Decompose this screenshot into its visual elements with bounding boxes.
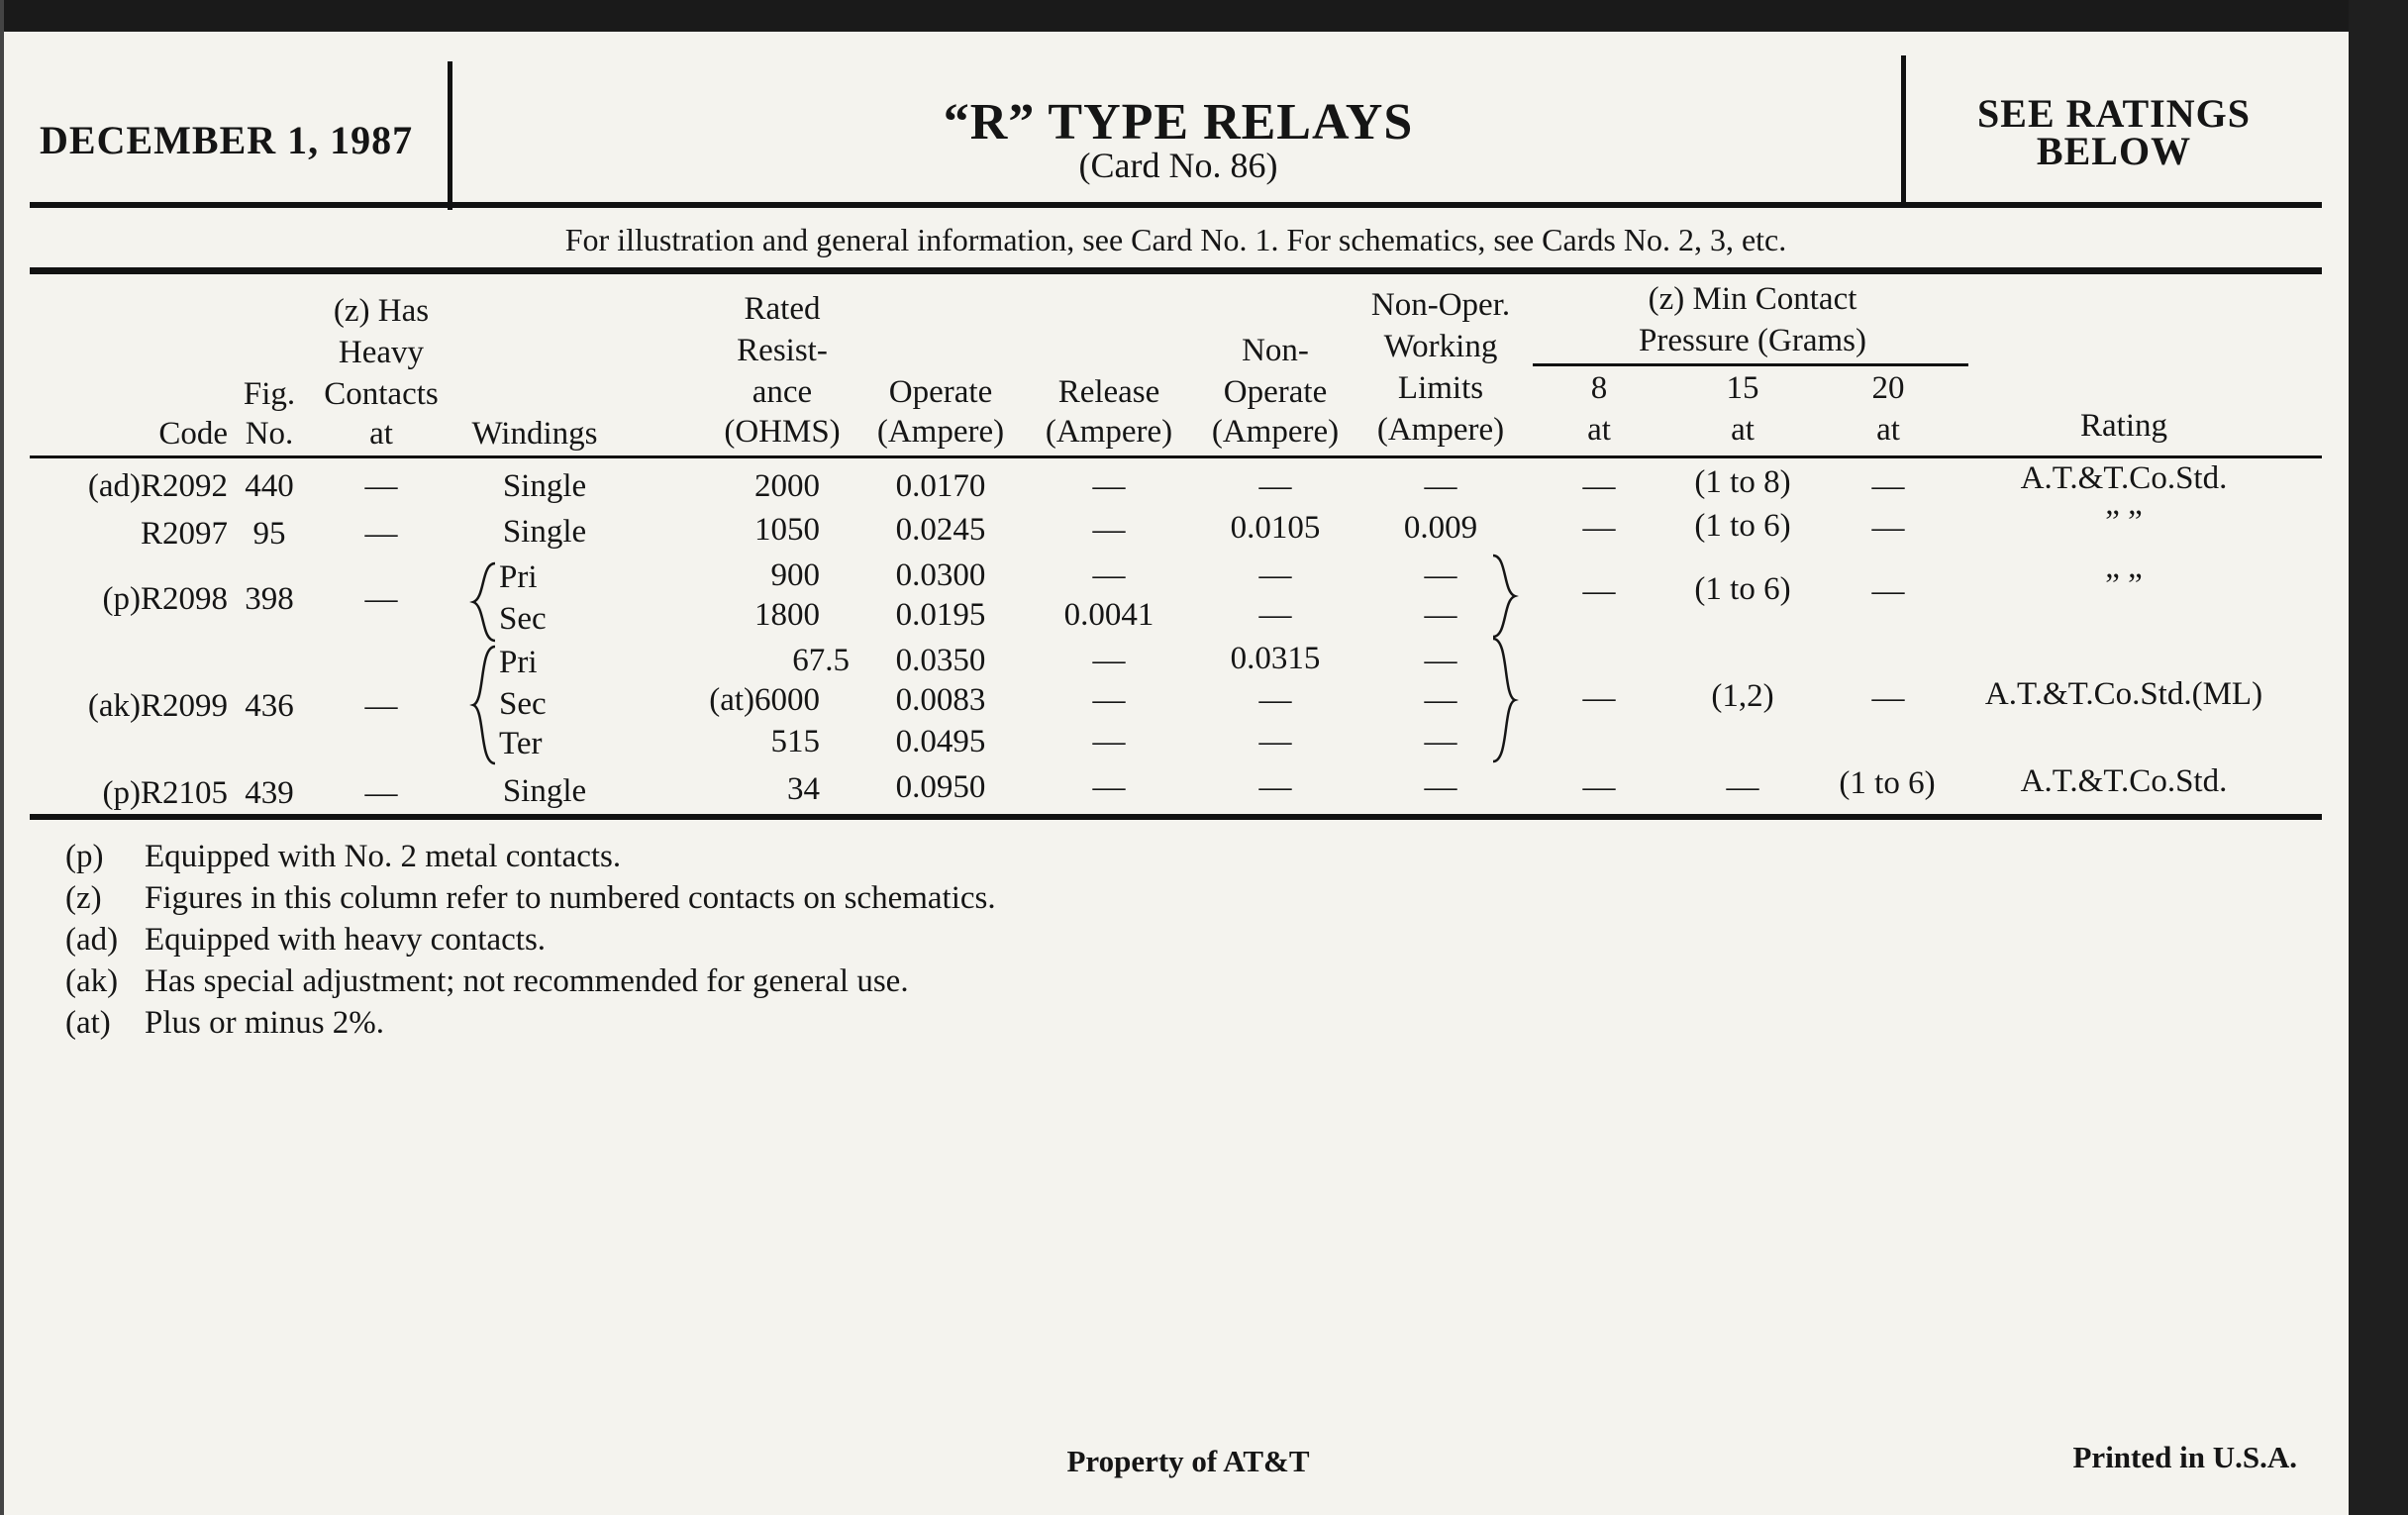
row-r2098-p8: — [1582, 573, 1616, 609]
footnote-ad [65, 919, 996, 960]
col-header-working-2: Working [1383, 329, 1498, 364]
row-r2098-operate-pri: 0.0300 [895, 557, 986, 593]
see-ratings [1911, 91, 2317, 173]
row-r2105-code: (p)R2105 [102, 775, 228, 811]
col-header-windings: Windings [471, 416, 598, 452]
row-r2092-rating: A.T.&T.Co.Std. [2020, 460, 2228, 496]
row-r2098-resistance-sec: 1800 [754, 597, 820, 633]
row-r2092-release: — [1092, 468, 1126, 504]
see-ratings-line-1: SEE RATINGS [1977, 91, 2251, 136]
row-r2097-working: 0.009 [1403, 510, 1478, 546]
col-header-heavy-2: Heavy [338, 335, 425, 370]
row-r2092-p8: — [1582, 468, 1616, 504]
row-r2098-fig: 398 [245, 581, 294, 617]
footnote-text: Equipped with No. 2 metal contacts. [145, 839, 622, 874]
col-header-fig-2: No. [245, 416, 294, 452]
col-header-8g: 8 [1590, 370, 1608, 406]
col-header-release-1: Release [1057, 374, 1160, 410]
header-divider-right [1901, 55, 1906, 204]
footnote-text: Plus or minus 2%. [145, 1005, 385, 1041]
row-r2098-resistance-pri: 900 [770, 557, 820, 593]
col-header-8g-at: at [1587, 412, 1611, 448]
row-r2098-code: (p)R2098 [102, 581, 228, 617]
row-r2099-operate-pri: 0.0350 [895, 643, 986, 678]
row-r2105-nonoperate: — [1258, 769, 1292, 805]
col-header-nonop-1: Non- [1242, 333, 1309, 368]
row-r2097-fig: 95 [252, 516, 286, 552]
card-number: (Card No. 86) [1078, 146, 1278, 185]
row-r2099-release-ter: — [1092, 724, 1126, 759]
col-header-pressure-2: Pressure (Grams) [1638, 323, 1867, 358]
table-bottom-rule [30, 814, 2322, 820]
row-r2097-heavy: — [364, 516, 398, 552]
row-r2097-p8: — [1582, 510, 1616, 546]
pressure-header-rule [1533, 363, 1968, 366]
row-r2097-winding: Single [502, 514, 587, 550]
left-brace-icon [469, 644, 499, 766]
card-date: DECEMBER 1, 1987 [40, 118, 414, 162]
row-r2105-p20: (1 to 6) [1839, 765, 1936, 801]
footnote-at [65, 1002, 996, 1044]
col-header-pressure-1: (z) Min Contact [1648, 281, 1857, 317]
col-header-20g-at: at [1876, 412, 1900, 448]
printed-in-label: Printed in U.S.A. [2072, 1440, 2297, 1474]
row-r2105-operate: 0.0950 [895, 769, 986, 805]
row-r2097-p15: (1 to 6) [1694, 508, 1791, 544]
footnote-key: (z) [65, 880, 102, 916]
row-r2099-working-ter: — [1424, 724, 1457, 759]
row-r2097-rating-ditto: ” ” [2105, 504, 2143, 540]
row-r2097-nonoperate: 0.0105 [1230, 510, 1321, 546]
footnote-key: (ak) [65, 963, 119, 999]
footnotes [65, 836, 996, 1044]
col-header-nonop-2: Operate [1223, 374, 1328, 410]
row-r2099-winding-sec: Sec [499, 686, 547, 722]
footnote-text: Figures in this column refer to numbered contacts on schematics. [145, 880, 996, 916]
col-header-operate-2: (Ampere) [876, 414, 1005, 450]
row-r2099-working-sec: — [1424, 682, 1457, 718]
header-bottom-rule [30, 455, 2322, 458]
col-header-code: Code [158, 416, 228, 452]
row-r2099-resistance-sec: (at)6000 [709, 682, 820, 718]
col-header-operate-1: Operate [888, 374, 993, 410]
row-r2105-p15: — [1726, 769, 1759, 805]
card-title: “R” TYPE RELAYS [943, 94, 1414, 151]
row-r2092-p20: — [1871, 468, 1905, 504]
row-r2099-resistance-pri: 67.5 [792, 643, 850, 678]
footnote-text: Equipped with heavy contacts. [145, 922, 547, 958]
footnote-ak [65, 960, 996, 1002]
row-r2099-winding-ter: Ter [499, 726, 543, 761]
footnote-key: (p) [65, 839, 104, 874]
footnote-p [65, 836, 996, 877]
row-r2098-release-pri: — [1092, 557, 1126, 593]
col-header-20g: 20 [1871, 370, 1905, 406]
row-r2092-p15: (1 to 8) [1694, 464, 1791, 500]
row-r2105-working: — [1424, 769, 1457, 805]
col-header-res-2: Resist- [737, 333, 828, 368]
col-header-heavy-3: Contacts [324, 376, 439, 412]
col-header-15g: 15 [1726, 370, 1759, 406]
col-header-res-3: ance [752, 374, 813, 410]
row-r2105-winding: Single [502, 773, 587, 809]
row-r2098-p15: (1 to 6) [1694, 571, 1791, 607]
row-r2099-p15: (1,2) [1711, 678, 1774, 714]
row-r2092-working: — [1424, 468, 1457, 504]
row-r2099-operate-ter: 0.0495 [895, 724, 986, 759]
row-r2097-operate: 0.0245 [895, 512, 986, 548]
row-r2099-resistance-ter: 515 [770, 724, 820, 759]
col-header-working-3: Limits [1397, 370, 1484, 406]
row-r2105-resistance: 34 [787, 771, 820, 807]
row-r2105-heavy: — [364, 775, 398, 811]
scan-border-right [2349, 0, 2408, 1515]
row-r2098-heavy: — [364, 581, 398, 617]
col-header-heavy-1: (z) Has [333, 293, 430, 329]
header-rule [30, 202, 2322, 208]
footnote-z [65, 877, 996, 919]
row-r2098-working-pri: — [1424, 557, 1457, 593]
row-r2105-rating: A.T.&T.Co.Std. [2020, 763, 2228, 799]
footnote-key: (at) [65, 1005, 111, 1041]
see-ratings-line-2: BELOW [2036, 129, 2192, 173]
header-divider-left [448, 61, 452, 210]
row-r2099-operate-sec: 0.0083 [895, 682, 986, 718]
row-r2098-operate-sec: 0.0195 [895, 597, 986, 633]
col-header-15g-at: at [1731, 412, 1755, 448]
row-r2099-working-pri: — [1424, 643, 1457, 678]
row-r2098-nonoperate-sec: — [1258, 597, 1292, 633]
row-r2099-rating: A.T.&T.Co.Std.(ML) [1984, 676, 2263, 712]
property-of-label: Property of AT&T [1066, 1444, 1310, 1478]
left-brace-icon [469, 560, 499, 644]
row-r2097-release: — [1092, 512, 1126, 548]
row-r2099-winding-pri: Pri [499, 645, 538, 680]
row-r2092-nonoperate: — [1258, 468, 1292, 504]
row-r2098-p20: — [1871, 573, 1905, 609]
general-info-line: For illustration and general information, see Card No. 1. For schematics, see Cards No. 2, 3, etc. [564, 222, 1787, 257]
row-r2099-nonoperate-pri: 0.0315 [1230, 641, 1321, 676]
row-r2105-fig: 439 [245, 775, 294, 811]
row-r2098-winding-pri: Pri [499, 559, 538, 595]
row-r2097-resistance: 1050 [754, 512, 820, 548]
row-r2097-p20: — [1871, 510, 1905, 546]
row-r2099-code: (ak)R2099 [87, 688, 228, 724]
col-header-res-1: Rated [744, 291, 821, 327]
right-brace-icon [1489, 553, 1519, 640]
row-r2099-nonoperate-sec: — [1258, 682, 1292, 718]
col-header-working-1: Non-Oper. [1370, 287, 1511, 323]
row-r2097-code: R2097 [140, 516, 228, 552]
row-r2099-p20: — [1871, 680, 1905, 716]
row-r2105-p8: — [1582, 769, 1616, 805]
col-header-release-2: (Ampere) [1045, 414, 1173, 450]
col-header-nonop-3: (Ampere) [1211, 414, 1340, 450]
row-r2098-winding-sec: Sec [499, 601, 547, 637]
row-r2092-code: (ad)R2092 [87, 468, 228, 504]
row-r2092-winding: Single [502, 468, 587, 504]
col-header-heavy-4: at [369, 416, 393, 452]
col-header-working-4: (Ampere) [1376, 412, 1505, 448]
row-r2092-heavy: — [364, 468, 398, 504]
row-r2099-release-sec: — [1092, 682, 1126, 718]
row-r2098-rating-ditto: ” ” [2105, 567, 2143, 603]
row-r2099-heavy: — [364, 688, 398, 724]
row-r2092-fig: 440 [245, 468, 294, 504]
footnote-text: Has special adjustment; not recommended for general use. [145, 963, 909, 999]
row-r2099-fig: 436 [245, 688, 294, 724]
col-header-res-4: (OHMS) [724, 414, 841, 450]
footnote-key: (ad) [65, 922, 119, 958]
row-r2098-nonoperate-pri: — [1258, 557, 1292, 593]
row-r2098-working-sec: — [1424, 597, 1457, 633]
table-top-rule [30, 267, 2322, 274]
right-brace-icon [1489, 636, 1519, 764]
scan-border-top [0, 0, 2408, 32]
row-r2092-operate: 0.0170 [895, 468, 986, 504]
row-r2099-p8: — [1582, 680, 1616, 716]
row-r2099-release-pri: — [1092, 643, 1126, 678]
col-header-fig-1: Fig. [243, 376, 296, 412]
row-r2092-resistance: 2000 [754, 468, 820, 504]
row-r2105-release: — [1092, 769, 1126, 805]
row-r2098-release-sec: 0.0041 [1063, 597, 1154, 633]
row-r2099-nonoperate-ter: — [1258, 724, 1292, 759]
col-header-rating: Rating [2080, 408, 2167, 444]
